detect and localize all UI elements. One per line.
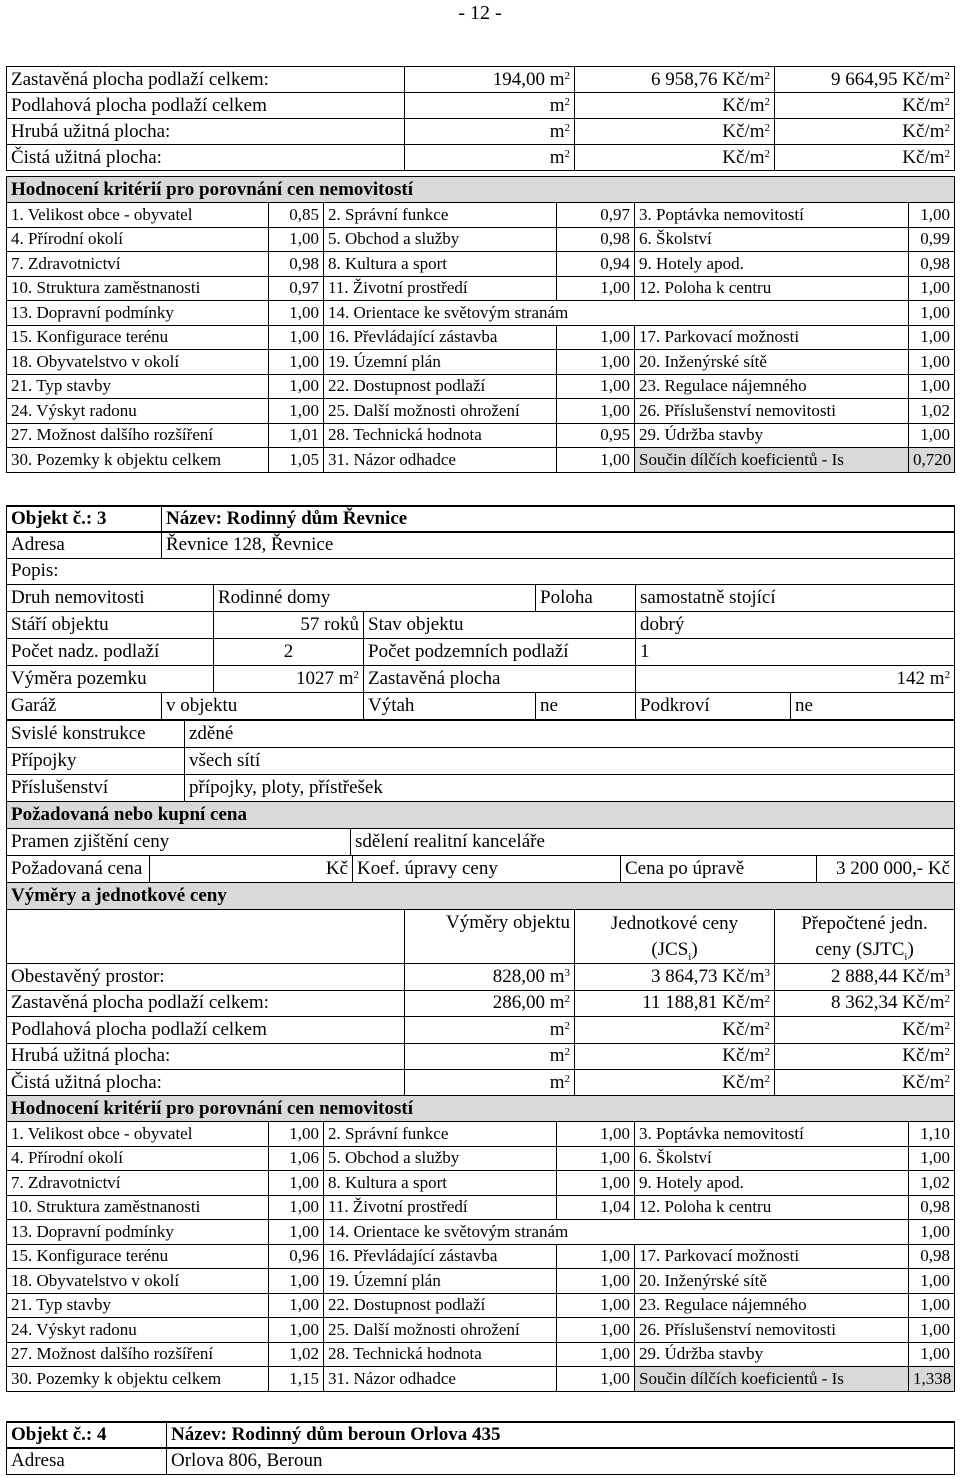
criteria-name: 21. Typ stavby xyxy=(7,374,269,399)
area-sjtc: 9 664,95 $Kč/m^2$ xyxy=(775,67,955,93)
area-vymera: $m^2$ xyxy=(405,145,575,171)
criteria-value: 1,00 xyxy=(909,301,955,326)
objekt4-nazev: Název: Rodinný dům beroun Orlova 435 xyxy=(167,1422,955,1448)
criteria-name: 4. Přírodní okolí xyxy=(7,227,269,252)
criteria-row xyxy=(7,1195,955,1220)
area-label: Podlahová plocha podlaží celkem xyxy=(7,93,405,119)
area-label: Podlahová plocha podlaží celkem xyxy=(7,1017,405,1044)
criteria-value: 1,00 xyxy=(909,203,955,228)
pocet-nadz-value: 2 xyxy=(214,638,364,665)
criteria-name: 2. Správní funkce xyxy=(324,1122,557,1147)
criteria-row xyxy=(7,374,955,399)
criteria-name: 3. Poptávka nemovitostí xyxy=(635,203,909,228)
pozad-cena-label: Požadovaná cena xyxy=(7,856,150,883)
criteria-row xyxy=(7,1293,955,1318)
criteria-name: 27. Možnost dalšího rozšíření xyxy=(7,1342,269,1367)
criteria-value: 1,02 xyxy=(909,399,955,424)
criteria-value: 1,00 xyxy=(909,374,955,399)
criteria-row xyxy=(7,399,955,424)
criteria-name: 4. Přírodní okolí xyxy=(7,1146,269,1171)
area-sjtc: $Kč/m^2$ xyxy=(775,119,955,145)
criteria-value: 1,00 xyxy=(269,1293,324,1318)
prislusenstvi-value: přípojky, ploty, přístřešek xyxy=(185,775,955,802)
criteria-name: 13. Dopravní podmínky xyxy=(7,1220,269,1245)
pozad-cena-unit: Kč xyxy=(150,856,353,883)
svisle-value: zděné xyxy=(185,721,955,748)
criteria-name: 12. Poloha k centru xyxy=(635,276,909,301)
criteria-row xyxy=(7,203,955,228)
criteria-value: 1,01 xyxy=(269,423,324,448)
area-label: Čistá užitná plocha: xyxy=(7,145,405,171)
area-row xyxy=(7,145,955,171)
criteria-name: 7. Zdravotnictví xyxy=(7,252,269,277)
criteria-name: 8. Kultura a sport xyxy=(324,1171,557,1196)
area-row xyxy=(7,67,955,93)
criteria-value: 1,00 xyxy=(909,423,955,448)
criteria-value: 1,00 xyxy=(557,448,635,473)
area-jcs: $Kč/m^2$ xyxy=(575,1070,775,1097)
criteria-name: 18. Obyvatelstvo v okolí xyxy=(7,1269,269,1294)
col-sjtc: Přepočtené jedn. ceny $(SJTC_i)$ xyxy=(775,910,955,964)
criteria-value: 1,00 xyxy=(269,399,324,424)
area-label: Zastavěná plocha podlaží celkem: xyxy=(7,67,405,93)
area-vymera: 828,00 $m^3$ xyxy=(405,964,575,991)
criteria-value: 1,00 xyxy=(269,1122,324,1147)
criteria-row xyxy=(7,252,955,277)
block2-details-table xyxy=(6,720,955,856)
criteria-name: 13. Dopravní podmínky xyxy=(7,301,269,326)
criteria-value: 0,98 xyxy=(557,227,635,252)
criteria-name: 14. Orientace ke světovým stranám xyxy=(324,301,909,326)
criteria-value: 1,00 xyxy=(909,325,955,350)
pramen-value: sdělení realitní kanceláře xyxy=(351,829,955,856)
block2-cena-table xyxy=(6,855,955,910)
popis-label: Popis: xyxy=(7,558,955,584)
criteria-row xyxy=(7,448,955,473)
criteria-name: 29. Údržba stavby xyxy=(635,423,909,448)
criteria-name: 21. Typ stavby xyxy=(7,1293,269,1318)
criteria-value: 1,00 xyxy=(909,1342,955,1367)
criteria-name: 28. Technická hodnota xyxy=(324,1342,557,1367)
criteria-name: 18. Obyvatelstvo v okolí xyxy=(7,350,269,375)
criteria-title: Hodnocení kritérií pro porovnání cen nemovitostí xyxy=(7,177,955,203)
criteria-name: 9. Hotely apod. xyxy=(635,252,909,277)
criteria-name: 24. Výskyt radonu xyxy=(7,399,269,424)
criteria-name: 11. Životní prostředí xyxy=(324,1195,557,1220)
zast-plocha-value: 142 $m^2$ xyxy=(636,665,955,692)
criteria-value: 1,00 xyxy=(557,374,635,399)
criteria-value: 1,05 xyxy=(269,448,324,473)
soucin-koeficientu-label: Součin dílčích koeficientů - Is xyxy=(635,448,909,473)
stav-value: dobrý xyxy=(636,611,955,638)
area-row xyxy=(7,1043,955,1070)
criteria-name: 25. Další možnosti ohrožení xyxy=(324,1318,557,1343)
criteria-name: 26. Příslušenství nemovitosti xyxy=(635,399,909,424)
criteria-name: 19. Územní plán xyxy=(324,1269,557,1294)
criteria-value: 0,97 xyxy=(269,276,324,301)
criteria-name: 24. Výskyt radonu xyxy=(7,1318,269,1343)
criteria-value: 1,00 xyxy=(269,325,324,350)
area-vymera: $m^2$ xyxy=(405,93,575,119)
criteria-name: 31. Názor odhadce xyxy=(324,448,557,473)
criteria-value: 1,00 xyxy=(557,276,635,301)
adresa-value: Řevnice 128, Řevnice xyxy=(162,532,955,558)
area-label: Čistá užitná plocha: xyxy=(7,1070,405,1097)
criteria-value: 1,00 xyxy=(909,1220,955,1245)
criteria-name: 6. Školství xyxy=(635,227,909,252)
criteria-name: 10. Struktura zaměstnanosti xyxy=(7,276,269,301)
adresa4-value: Orlova 806, Beroun xyxy=(167,1448,955,1474)
area-sjtc: 2 888,44 $Kč/m^3$ xyxy=(775,964,955,991)
criteria-value: 1,00 xyxy=(557,1367,635,1392)
poloha-label: Poloha xyxy=(536,584,636,611)
criteria-value: 1,10 xyxy=(909,1122,955,1147)
soucin-koeficientu-value: 0,720 xyxy=(909,448,955,473)
prislusenstvi-label: Příslušenství xyxy=(7,775,185,802)
criteria-value: 1,00 xyxy=(557,399,635,424)
objekt4-label: Objekt č.: 4 xyxy=(7,1422,167,1448)
criteria-name: 5. Obchod a služby xyxy=(324,1146,557,1171)
criteria-name: 15. Konfigurace terénu xyxy=(7,1244,269,1269)
criteria-value: 1,00 xyxy=(557,1146,635,1171)
pocet-podz-value: 1 xyxy=(636,638,955,665)
block2-area-table xyxy=(6,909,955,1097)
criteria-name: 12. Poloha k centru xyxy=(635,1195,909,1220)
criteria-name: 15. Konfigurace terénu xyxy=(7,325,269,350)
criteria-row xyxy=(7,325,955,350)
svisle-label: Svislé konstrukce xyxy=(7,721,185,748)
criteria-value: 1,00 xyxy=(269,374,324,399)
criteria-name: 6. Školství xyxy=(635,1146,909,1171)
area-row xyxy=(7,119,955,145)
criteria-value: 1,00 xyxy=(557,350,635,375)
area-sjtc: $Kč/m^2$ xyxy=(775,1043,955,1070)
criteria-name: 17. Parkovací možnosti xyxy=(635,1244,909,1269)
stari-label: Stáří objektu xyxy=(7,611,214,638)
criteria-name: 30. Pozemky k objektu celkem xyxy=(7,448,269,473)
criteria-value: 1,00 xyxy=(909,1146,955,1171)
criteria-row xyxy=(7,276,955,301)
criteria-row xyxy=(7,1269,955,1294)
druh-label: Druh nemovitosti xyxy=(7,584,214,611)
criteria-name: 30. Pozemky k objektu celkem xyxy=(7,1367,269,1392)
criteria-value: 1,00 xyxy=(269,1318,324,1343)
criteria-name: 20. Inženýrské sítě xyxy=(635,1269,909,1294)
stari-value: 57 roků xyxy=(214,611,364,638)
criteria-value: 1,02 xyxy=(909,1171,955,1196)
poloha-value: samostatně stojící xyxy=(636,584,955,611)
criteria-name: 14. Orientace ke světovým stranám xyxy=(324,1220,909,1245)
druh-value: Rodinné domy xyxy=(214,584,536,611)
criteria-name: 3. Poptávka nemovitostí xyxy=(635,1122,909,1147)
criteria-row xyxy=(7,1244,955,1269)
criteria-value: 1,00 xyxy=(909,1293,955,1318)
criteria-name: 5. Obchod a služby xyxy=(324,227,557,252)
criteria-row xyxy=(7,1220,955,1245)
area-sjtc: $Kč/m^2$ xyxy=(775,93,955,119)
block3-header-table xyxy=(6,1421,955,1475)
pocet-nadz-label: Počet nadz. podlaží xyxy=(7,638,214,665)
criteria-value: 0,98 xyxy=(909,252,955,277)
area-vymera: $m^2$ xyxy=(405,119,575,145)
col-jcs: Jednotkové ceny $(JCS_i)$ xyxy=(575,910,775,964)
adresa-label: Adresa xyxy=(7,532,162,558)
criteria-value: 1,00 xyxy=(557,1293,635,1318)
adresa4-label: Adresa xyxy=(7,1448,167,1474)
criteria-value: 0,99 xyxy=(909,227,955,252)
criteria-value: 1,00 xyxy=(269,1269,324,1294)
criteria-name: 11. Životní prostředí xyxy=(324,276,557,301)
criteria-value: 1,00 xyxy=(269,1220,324,1245)
criteria-value: 1,00 xyxy=(557,325,635,350)
block2-criteria-table xyxy=(6,1095,955,1392)
criteria-value: 1,04 xyxy=(557,1195,635,1220)
criteria-value: 1,00 xyxy=(557,1269,635,1294)
area-label: Hrubá užitná plocha: xyxy=(7,119,405,145)
criteria-value: 0,95 xyxy=(557,423,635,448)
area-row xyxy=(7,964,955,991)
criteria-value: 1,00 xyxy=(269,301,324,326)
criteria-name: 23. Regulace nájemného xyxy=(635,1293,909,1318)
vymera-pozemku-value: 1027 $m^2$ xyxy=(214,665,364,692)
objekt-label: Objekt č.: 3 xyxy=(7,506,150,532)
criteria-value: 1,00 xyxy=(557,1244,635,1269)
area-vymera: 286,00 $m^2$ xyxy=(405,990,575,1017)
criteria-name: 22. Dostupnost podlaží xyxy=(324,1293,557,1318)
criteria-value: 0,85 xyxy=(269,203,324,228)
area-jcs: 6 958,76 $Kč/m^2$ xyxy=(575,67,775,93)
criteria-value: 1,00 xyxy=(269,227,324,252)
criteria-name: 1. Velikost obce - obyvatel xyxy=(7,203,269,228)
criteria-row xyxy=(7,1367,955,1392)
stav-label: Stav objektu xyxy=(364,611,636,638)
area-jcs: 11 188,81 $Kč/m^2$ xyxy=(575,990,775,1017)
criteria-name: 29. Údržba stavby xyxy=(635,1342,909,1367)
criteria-row xyxy=(7,423,955,448)
objekt-nazev: Název: Rodinný dům Řevnice xyxy=(162,506,955,532)
cena-po-label: Cena po úpravě xyxy=(621,856,817,883)
criteria-name: 19. Územní plán xyxy=(324,350,557,375)
criteria-value: 0,97 xyxy=(557,203,635,228)
criteria-title-row xyxy=(7,1096,955,1122)
cena-title: Požadovaná nebo kupní cena xyxy=(7,802,955,829)
criteria-title: Hodnocení kritérií pro porovnání cen nemovitostí xyxy=(7,1096,955,1122)
vytah-value: ne xyxy=(536,692,636,719)
area-sjtc: $Kč/m^2$ xyxy=(775,145,955,171)
area-label: Zastavěná plocha podlaží celkem: xyxy=(7,990,405,1017)
pripojky-value: všech sítí xyxy=(185,748,955,775)
criteria-name: 16. Převládající zástavba xyxy=(324,1244,557,1269)
criteria-value: 1,00 xyxy=(269,350,324,375)
area-row xyxy=(7,1017,955,1044)
criteria-value: 1,00 xyxy=(269,1171,324,1196)
cena-po-value: 3 200 000,- Kč xyxy=(817,856,955,883)
criteria-name: 17. Parkovací možnosti xyxy=(635,325,909,350)
criteria-name: 23. Regulace nájemného xyxy=(635,374,909,399)
area-label: Obestavěný prostor: xyxy=(7,964,405,991)
area-sjtc: $Kč/m^2$ xyxy=(775,1017,955,1044)
area-jcs: $Kč/m^2$ xyxy=(575,1017,775,1044)
area-row xyxy=(7,93,955,119)
area-row xyxy=(7,990,955,1017)
col-vymery: Výměry objektu xyxy=(405,910,575,964)
criteria-value: 0,96 xyxy=(269,1244,324,1269)
garaz-value: v objektu xyxy=(162,692,364,719)
criteria-value: 0,98 xyxy=(909,1195,955,1220)
area-jcs: $Kč/m^2$ xyxy=(575,1043,775,1070)
block1-criteria-table xyxy=(6,176,955,473)
criteria-row xyxy=(7,1318,955,1343)
criteria-value: 0,98 xyxy=(269,252,324,277)
area-jcs: $Kč/m^2$ xyxy=(575,93,775,119)
soucin-koeficientu-value: 1,338 xyxy=(909,1367,955,1392)
vymery-title: Výměry a jednotkové ceny xyxy=(7,883,955,910)
criteria-name: 10. Struktura zaměstnanosti xyxy=(7,1195,269,1220)
criteria-value: 1,00 xyxy=(909,1269,955,1294)
area-row xyxy=(7,1070,955,1097)
criteria-value: 1,15 xyxy=(269,1367,324,1392)
area-vymera: $m^2$ xyxy=(405,1070,575,1097)
criteria-value: 1,00 xyxy=(557,1342,635,1367)
block1-area-table xyxy=(6,66,955,171)
criteria-name: 28. Technická hodnota xyxy=(324,423,557,448)
criteria-value: 1,00 xyxy=(557,1318,635,1343)
criteria-row xyxy=(7,1342,955,1367)
criteria-title-row xyxy=(7,177,955,203)
criteria-name: 25. Další možnosti ohrožení xyxy=(324,399,557,424)
criteria-name: 9. Hotely apod. xyxy=(635,1171,909,1196)
criteria-name: 1. Velikost obce - obyvatel xyxy=(7,1122,269,1147)
vymera-pozemku-label: Výměra pozemku xyxy=(7,665,214,692)
page-number: - 12 - xyxy=(458,2,502,24)
area-vymera: 194,00 $m^2$ xyxy=(405,67,575,93)
criteria-value: 1,00 xyxy=(909,276,955,301)
garaz-label: Garáž xyxy=(7,692,162,719)
area-jcs: $Kč/m^2$ xyxy=(575,119,775,145)
criteria-value: 1,00 xyxy=(557,1171,635,1196)
criteria-row xyxy=(7,1171,955,1196)
criteria-name: 27. Možnost dalšího rozšíření xyxy=(7,423,269,448)
criteria-row xyxy=(7,1146,955,1171)
area-vymera: $m^2$ xyxy=(405,1017,575,1044)
criteria-value: 1,00 xyxy=(269,1195,324,1220)
criteria-value: 1,00 xyxy=(909,1318,955,1343)
pripojky-label: Přípojky xyxy=(7,748,185,775)
criteria-value: 1,06 xyxy=(269,1146,324,1171)
criteria-name: 26. Příslušenství nemovitosti xyxy=(635,1318,909,1343)
area-label: Hrubá užitná plocha: xyxy=(7,1043,405,1070)
criteria-row xyxy=(7,227,955,252)
pocet-podz-label: Počet podzemních podlaží xyxy=(364,638,636,665)
criteria-value: 0,98 xyxy=(909,1244,955,1269)
criteria-value: 0,94 xyxy=(557,252,635,277)
criteria-name: 7. Zdravotnictví xyxy=(7,1171,269,1196)
criteria-name: 16. Převládající zástavba xyxy=(324,325,557,350)
criteria-name: 20. Inženýrské sítě xyxy=(635,350,909,375)
criteria-value: 1,00 xyxy=(557,1122,635,1147)
soucin-koeficientu-label: Součin dílčích koeficientů - Is xyxy=(635,1367,909,1392)
podkrovi-label: Podkroví xyxy=(636,692,791,719)
zast-plocha-label: Zastavěná plocha xyxy=(364,665,636,692)
criteria-name: 2. Správní funkce xyxy=(324,203,557,228)
criteria-name: 8. Kultura a sport xyxy=(324,252,557,277)
koef-label: Koef. úpravy ceny xyxy=(353,856,621,883)
criteria-value: 1,00 xyxy=(909,350,955,375)
pramen-label: Pramen zjištění ceny xyxy=(7,829,351,856)
area-sjtc: 8 362,34 $Kč/m^2$ xyxy=(775,990,955,1017)
podkrovi-value: ne xyxy=(791,692,955,719)
criteria-value: 1,02 xyxy=(269,1342,324,1367)
area-jcs: 3 864,73 $Kč/m^3$ xyxy=(575,964,775,991)
criteria-name: 31. Názor odhadce xyxy=(324,1367,557,1392)
area-sjtc: $Kč/m^2$ xyxy=(775,1070,955,1097)
criteria-row xyxy=(7,1122,955,1147)
block2-header-table xyxy=(6,505,955,720)
criteria-row xyxy=(7,301,955,326)
area-vymera: $m^2$ xyxy=(405,1043,575,1070)
criteria-name: 22. Dostupnost podlaží xyxy=(324,374,557,399)
criteria-row xyxy=(7,350,955,375)
vytah-label: Výtah xyxy=(364,692,536,719)
area-jcs: $Kč/m^2$ xyxy=(575,145,775,171)
